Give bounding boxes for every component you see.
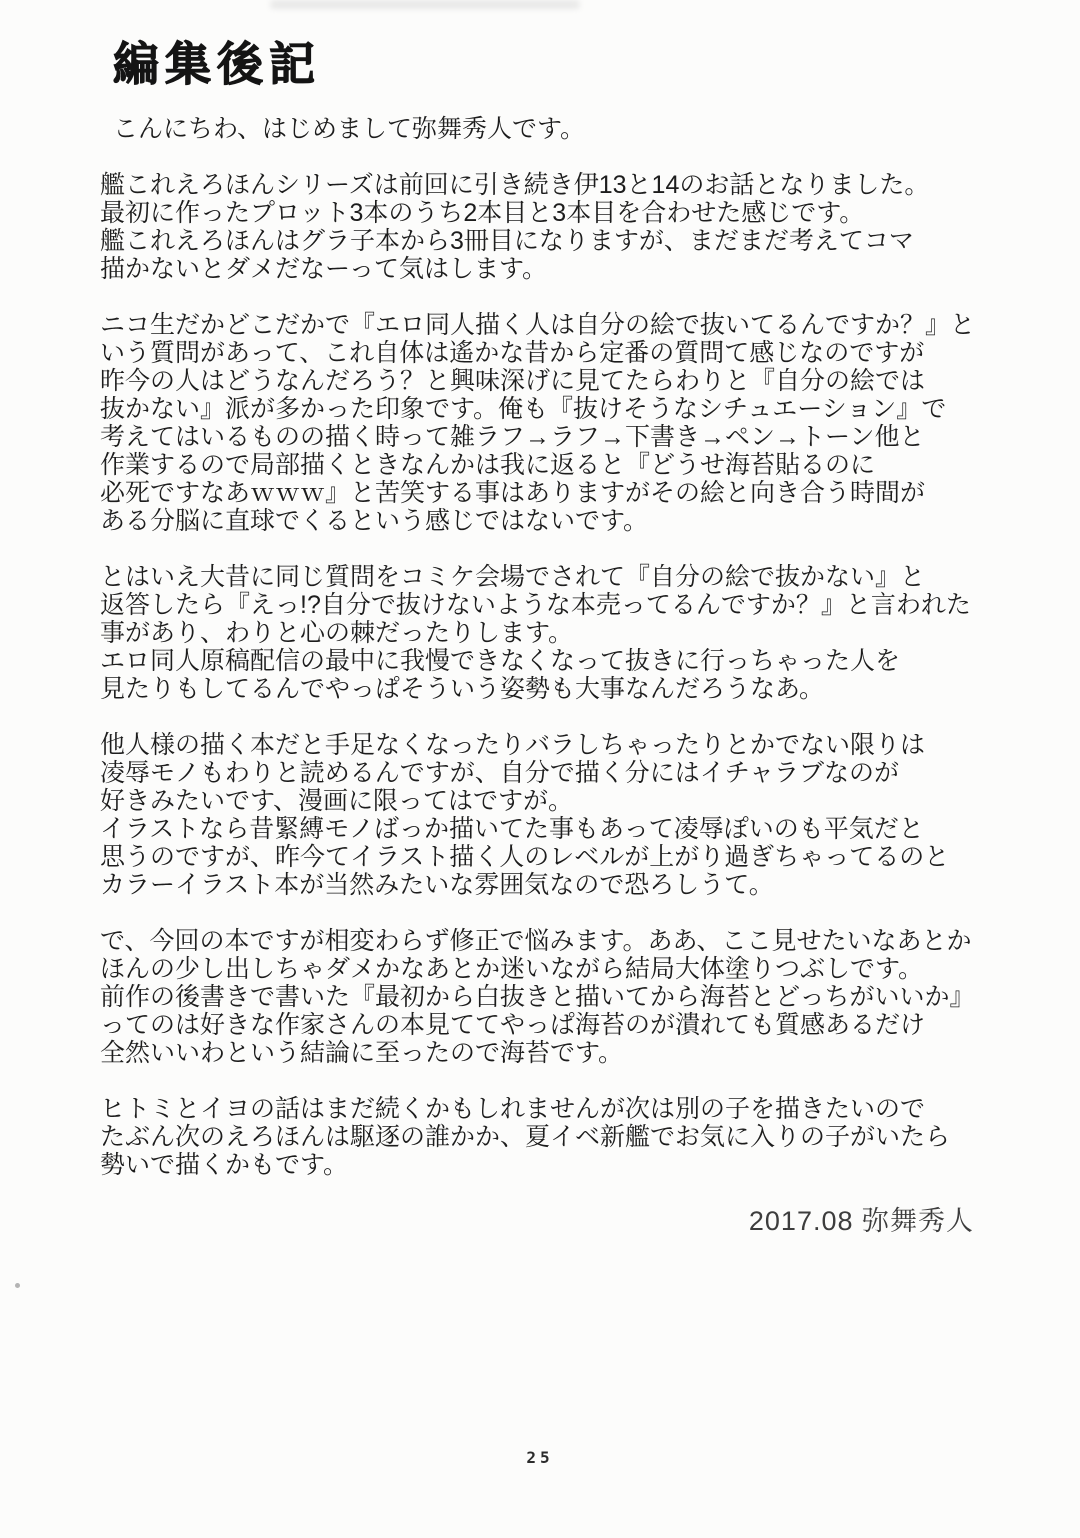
text-line: 思うのですが、昨今てイラスト描く人のレベルが上がり過ぎちゃってるのと xyxy=(100,843,950,871)
text-line: カラーイラスト本が当然みたいな雰囲気なので恐ろしうて。 xyxy=(100,871,774,899)
paragraph xyxy=(100,171,980,283)
afterword-paragraphs xyxy=(100,171,980,1179)
paragraph xyxy=(100,1095,980,1179)
text-line: ってのは好きな作家さんの本見ててやっぱ海苔のが潰れても質感あるだけ xyxy=(100,1011,926,1039)
text-line: 作業するので局部描くときなんかは我に返ると『どうせ海苔貼るのに xyxy=(100,451,876,479)
text-line: 抜かない』派が多かった印象です。俺も『抜けそうなシチュエーション』で xyxy=(100,395,947,423)
text-line: 見たりもしてるんでやっぱそういう姿勢も大事なんだろうなあ。 xyxy=(100,675,825,703)
page-title: 編集後記 xyxy=(113,38,321,90)
text-line: 凌辱モノもわりと読めるんですが、自分で描く分にはイチャラブなのが xyxy=(100,759,900,787)
text-line: イラストなら昔緊縛モノばっか描いてた事もあって凌辱ぽいのも平気だと xyxy=(100,815,924,843)
text-line: 艦これえろほんはグラ子本から3冊目になりますが、まだまだ考えてコマ xyxy=(100,227,914,255)
text-line: で、今回の本ですが相変わらず修正で悩みます。ああ、ここ見せたいなあとか xyxy=(100,927,972,955)
text-line: いう質問があって、これ自体は遙かな昔から定番の質問て感じなのですが xyxy=(100,339,925,367)
text-line: エロ同人原稿配信の最中に我慢できなくなって抜きに行っちゃった人を xyxy=(100,647,901,675)
text-line: 前作の後書きで書いた『最初から白抜きと描いてから海苔とどっちがいいか』 xyxy=(100,983,975,1011)
text-line: とはいえ大昔に同じ質問をコミケ会場でされて『自分の絵で抜かない』と xyxy=(100,563,926,591)
scan-speck xyxy=(15,1283,20,1288)
page-number: 25 xyxy=(526,1448,554,1467)
text-line: 勢いで描くかもです。 xyxy=(100,1151,349,1179)
text-line: ニコ生だかどこだかで『エロ同人描く人は自分の絵で抜いてるんですか？』と xyxy=(100,311,976,339)
text-line: 必死ですなあｗｗｗ』と苦笑する事はありますがその絵と向き合う時間が xyxy=(100,479,926,507)
text-line: 最初に作ったプロット3本のうち2本目と3本目を合わせた感じです。 xyxy=(100,199,865,227)
text-line: ある分脳に直球でくるという感じではないです。 xyxy=(100,507,649,535)
text-line: ヒトミとイヨの話はまだ続くかもしれませんが次は別の子を描きたいので xyxy=(100,1095,926,1123)
text-line: 描かないとダメだなーって気はします。 xyxy=(100,255,548,283)
text-line: 他人様の描く本だと手足なくなったりバラしちゃったりとかでない限りは xyxy=(100,731,926,759)
afterword-content xyxy=(100,40,980,1235)
paragraph xyxy=(100,311,980,535)
signature-line: 2017.08 弥舞秀人 xyxy=(748,1206,974,1236)
text-line: 好きみたいです、漫画に限ってはですが。 xyxy=(100,787,574,815)
text-line: ほんの少し出しちゃダメかなあとか迷いながら結局大体塗りつぶしです。 xyxy=(100,955,924,983)
paragraph xyxy=(100,731,980,899)
text-line: 全然いいわという結論に至ったので海苔です。 xyxy=(100,1039,624,1067)
scan-smudge xyxy=(270,0,580,9)
text-line: 事があり、わりと心の棘だったりします。 xyxy=(100,619,574,647)
text-line: たぶん次のえろほんは駆逐の誰かか、夏イベ新艦でお気に入りの子がいたら xyxy=(100,1123,951,1151)
text-line: 返答したら『えっ!?自分で抜けないような本売ってるんですか？』と言われた xyxy=(100,591,971,619)
text-line: 考えてはいるものの描く時って雑ラフ→ラフ→下書き→ペン→トーン他と xyxy=(100,423,925,451)
paragraph xyxy=(100,563,980,703)
greeting-line: こんにちわ、はじめまして弥舞秀人です。 xyxy=(113,115,586,143)
text-line: 昨今の人はどうなんだろう？と興味深げに見てたらわりと『自分の絵では xyxy=(100,367,926,395)
text-line: 艦これえろほんシリーズは前回に引き続き伊13と14のお話となりました。 xyxy=(100,171,930,199)
paragraph xyxy=(100,927,980,1067)
